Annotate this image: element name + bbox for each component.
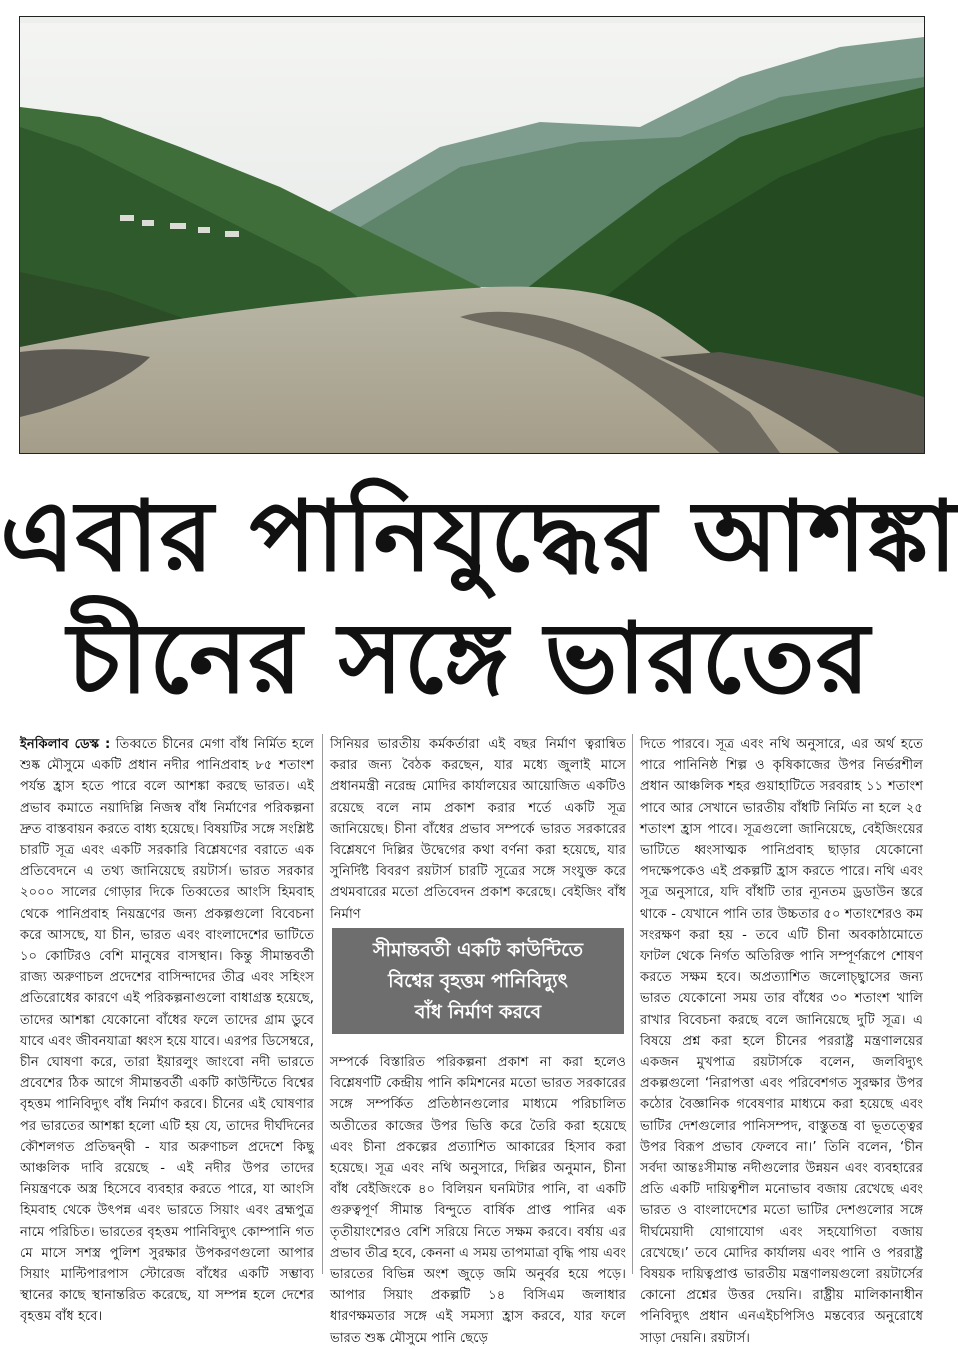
dateline: ইনকিলাব ডেস্ক : [20,737,111,752]
river-landscape-image [20,17,924,453]
article-column-3 [640,734,923,1346]
pull-quote-line-1: সীমান্তবর্তী একটি কাউন্টিতে [372,938,584,961]
column-divider [632,734,633,1274]
pull-quote-line-2: বিশ্বের বৃহত্তম পানিবিদ্যুৎ [388,969,568,992]
headline-line-2: চীনের সঙ্গে ভারতের [67,602,871,716]
pull-quote [332,928,624,1034]
article-column-1 [20,734,314,1325]
column-divider [322,734,323,1274]
column-2-top-text: সিনিয়র ভারতীয় কর্মকর্তারা এই বছর নির্মাণ ত্বরান্বিত করার জন্য বৈঠক করছেন, যার মধ্যে জুলাই মাসে প্রধানমন্ত্রী নরেন্দ্র মোদির কার্যালয়ের আয়োজিত একটিও রয়েছে বলে নাম প্রকাশ করার শর্তে একটি সূত্র জানিয়েছে। চীনা বাঁধের প্রভাব সম্পর্কে ভারত সরকারের বিশ্লেষণে দিল্লির উদ্বেগের কথা বর্ণনা করা হয়েছে, যার সুনির্দিষ্ট বিবরণ রয়টার্স চারটি সূত্রের সঙ্গে সংযুক্ত করে প্রথমবারের মতো প্রতিবেদন প্রকাশ করেছে। বেইজিং বাঁধ নির্মাণ [330,737,626,922]
pull-quote-line-3: বাঁধ নির্মাণ করবে [414,1000,542,1023]
column-3-text: দিতে পারবে। সূত্র এবং নথি অনুসারে, এর অর্থ হতে পারে পানিনিষ্ঠ শিল্প ও কৃষিকাজের উপর নির্ভরশীল প্রধান আঞ্চলিক শহর গুয়াহাটিতে সরবরাহ ১১ শতাংশ পাবে আর সেখানে ভারতীয় বাঁধটি নির্মিত না হলে ২৫ শতাংশ হ্রাস পাবে। সূত্রগুলো জানিয়েছে, বেইজিংয়ের ভাটিতে ধ্বংসাত্মক পানিপ্রবাহ ছাড়ার যেকোনো পদক্ষেপকেও এই প্রকল্পটি হ্রাস করতে পারে। নথি এবং সূত্র অনুসারে, যদি বাঁধটি তার ন্যূনতম ড্রডাউন স্তরে থাকে - যেখানে পানি তার উচ্চতার ৫০ শতাংশেরও কম সংরক্ষণ করা হয় - তবে এটি চীনা অবকাঠামোতে ফাটল থেকে নির্গত অতিরিক্ত পানি সম্পূর্ণরূপে শোষণ করতে সক্ষম হবে। অপ্রত্যাশিত জলোচ্ছ্বাসের জন্য ভারত যেকোনো সময় তার বাঁধের ৩০ শতাংশ খালি রাখার বিবেচনা করছে বলে জানিয়েছে দুটি সূত্র। এ বিষয়ে প্রশ্ন করা হলে চীনের পররাষ্ট্র মন্ত্রণালয়ের একজন মুখপাত্র রয়টার্সকে বলেন, জলবিদ্যুৎ প্রকল্পগুলো ‘নিরাপত্তা এবং পরিবেশগত সুরক্ষার উপর কঠোর বৈজ্ঞানিক গবেষণার মাধ্যমে করা হয়েছে এবং ভাটির দেশগুলোর পানিসম্পদ, বাস্তুতন্ত্র বা ভূতত্ত্বের উপর বিরূপ প্রভাব ফেলবে না।’ তিনি বলেন, ‘চীন সর্বদা আন্তঃসীমান্ত নদীগুলোর উন্নয়ন এবং ব্যবহারের প্রতি একটি দায়িত্বশীল মনোভাব বজায় রেখেছে এবং ভারত ও বাংলাদেশের মতো ভাটির দেশগুলোর সঙ্গে দীর্ঘমেয়াদী যোগাযোগ এবং সহযোগিতা বজায় রেখেছে।’ তবে মোদির কার্যালয় এবং পানি ও পররাষ্ট্র বিষয়ক দায়িত্বপ্রাপ্ত ভারতীয় মন্ত্রণালয়গুলো রয়টার্সের কোনো প্রশ্নের উত্তর দেয়নি। রাষ্ট্রীয় মালিকানাধীন পনিবিদ্যুৎ প্রধান এনএইচপিসিও মন্তব্যের অনুরোধে সাড়া দেয়নি। রয়টার্স। [640,737,923,1346]
article-paragraph [20,734,314,1328]
river-photo [19,16,925,454]
column-2-bottom-text: সম্পর্কে বিস্তারিত পরিকল্পনা প্রকাশ না করা হলেও বিশ্লেষণটি কেন্দ্রীয় পানি কমিশনের মতো ভারত সরকারের সঙ্গে সম্পর্কিত প্রতিষ্ঠানগুলোর মাধ্যমে পরিচালিত অতীতের কাজের উপর ভিত্তি করে তৈরি করা হয়েছে এবং চীনা প্রকল্পের প্রত্যাশিত আকারের হিসাব করা হয়েছে। সূত্র এবং নথি অনুসারে, দিল্লির অনুমান, চীনা বাঁধ বেইজিংকে ৪০ বিলিয়ন ঘনমিটার পানি, বা একটি গুরুত্বপূর্ণ সীমান্ত বিন্দুতে বার্ষিক প্রাপ্ত পানির এক তৃতীয়াংশেরও বেশি সরিয়ে নিতে সক্ষম করবে। বর্ষায় এর প্রভাব তীব্র হবে, কেননা এ সময় তাপমাত্রা বৃদ্ধি পায় এবং ভারতের বিভিন্ন অংশ জুড়ে জমি অনুর্বর হয়ে পড়ে। আপার সিয়াং প্রকল্পটি ১৪ বিসিএম জলাধার ধারণক্ষমতার সঙ্গে এই সমস্যা হ্রাস করবে, যার ফলে ভারত শুষ্ক মৌসুমে পানি ছেড়ে [330,1055,626,1346]
column-1-text: তিব্বতে চীনের মেগা বাঁধ নির্মিত হলে শুষ্ক মৌসুমে একটি প্রধান নদীর পানিপ্রবাহ ৮৫ শতাংশ পর্যন্ত হ্রাস হতে পারে বলে আশঙ্কা করছে ভারত। এই প্রভাব কমাতে নয়াদিল্লি নিজস্ব বাঁধ নির্মাণের পরিকল্পনা দ্রুত বাস্তবায়ন করতে বাধ্য হয়েছে। বিষয়টির সঙ্গে সংশ্লিষ্ট চারটি সূত্র এবং একটি সরকারি বিশ্লেষণের বরাতে এক প্রতিবেদনে এ তথ্য জানিয়েছে রয়টার্স। ভারত সরকার ২০০০ সালের গোড়ার দিকে তিব্বতের আংসি হিমবাহ থেকে পানিপ্রবাহ নিয়ন্ত্রণের জন্য প্রকল্পগুলো বিবেচনা করে আসছে, যা চীন, ভারত এবং বাংলাদেশের ভাটিতে ১০ কোটিরও বেশি মানুষের বাসস্থান। কিন্তু সীমান্তবর্তী রাজ্য অরুণাচল প্রদেশের বাসিন্দাদের তীব্র এবং সহিংস প্রতিরোধের কারণে এই পরিকল্পনাগুলো বাধাগ্রস্ত হয়েছে, তাদের আশঙ্কা যেকোনো বাঁধের ফলে তাদের গ্রাম ডুবে যাবে এবং জীবনযাত্রা ধ্বংস হয়ে যাবে। এরপর ডিসেম্বরে, চীন ঘোষণা করে, তারা ইয়ারলুং জাংবো নদী ভারতে প্রবেশের ঠিক আগে সীমান্তবর্তী একটি কাউন্টিতে বিশ্বের বৃহত্তম পানিবিদ্যুৎ বাঁধ নির্মাণ করবে। চীনের এই ঘোষণার পর ভারতের আশঙ্কা হলো এটি হয় যে, তাদের দীর্ঘদিনের কৌশলগত প্রতিদ্বন্দ্বী - যার অরুণাচল প্রদেশে কিছু আঞ্চলিক দাবি রয়েছে - এই নদীর উপর তাদের নিয়ন্ত্রণকে অস্ত্র হিসেবে ব্যবহার করতে পারে, যা আংসি হিমবাহ থেকে উৎপন্ন এবং ভারতে সিয়াং এবং ব্রহ্মপুত্র নামে পরিচিত। ভারতের বৃহত্তম পানিবিদ্যুৎ কোম্পানি গত মে মাসে সশস্ত্র পুলিশ সুরক্ষার উপকরণগুলো আপার সিয়াং মাল্টিপারপাস স্টোরেজ বাঁধের একটি সম্ভাব্য স্থানের কাছে স্থানান্তরিত করেছে, যা সম্পন্ন হলে দেশের বৃহত্তম বাঁধ হবে। [20,737,314,1325]
article-column-2 [330,734,626,1346]
headline-line-1: এবার পানিযুদ্ধের আশঙ্কা [0,480,958,594]
